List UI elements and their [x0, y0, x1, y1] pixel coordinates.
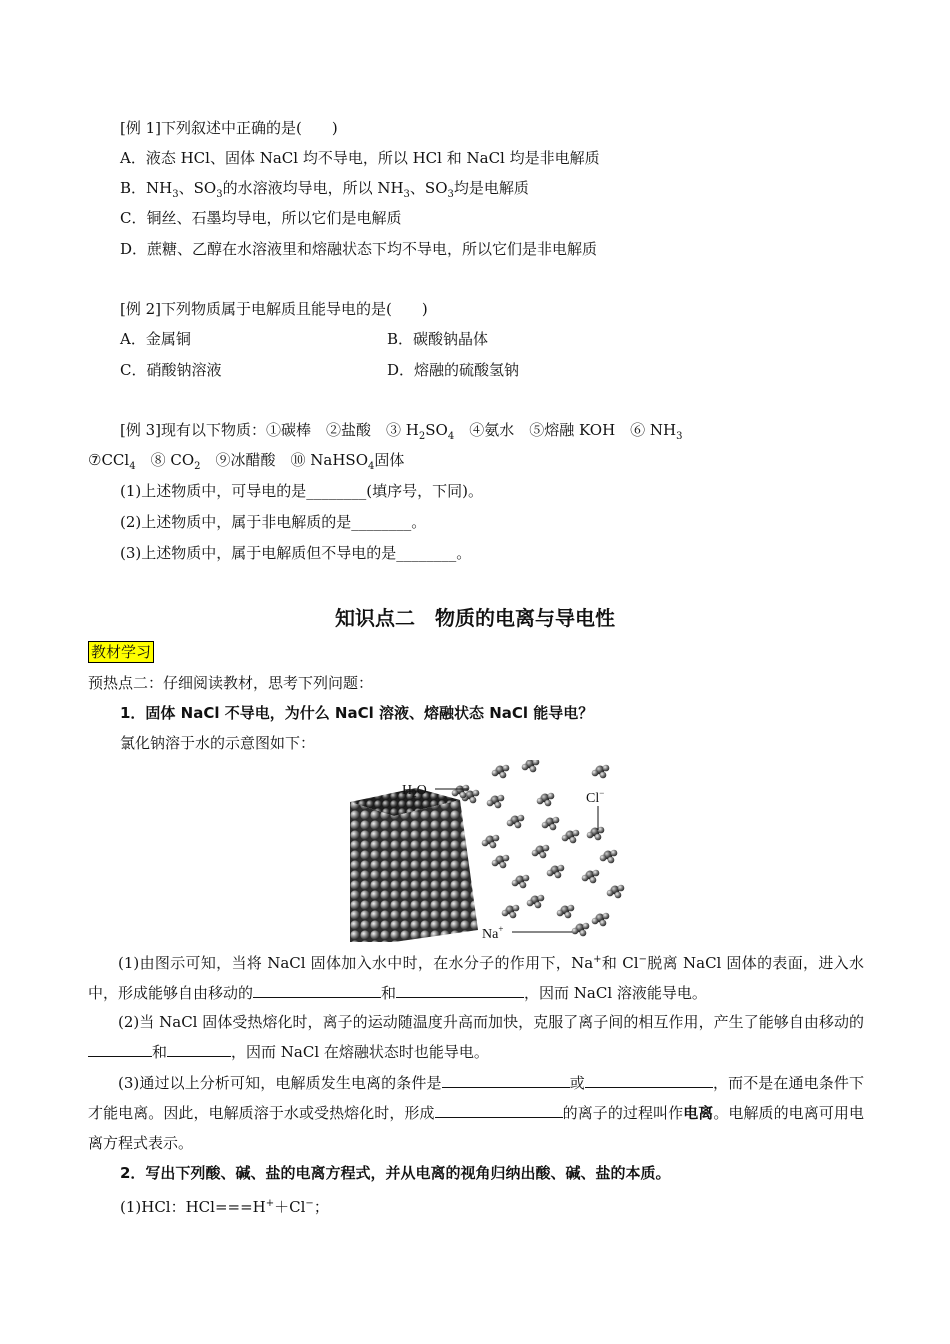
blank[interactable] — [167, 1042, 231, 1057]
atom — [535, 902, 542, 909]
paragraph-2: (2)当 NaCl 固体受热熔化时，离子的运动随温度升高而加快，克服了离子间的相互作用，产生了能够自由移动的和 ，因而 NaCl 在熔融状态时也能导电。 — [88, 1007, 864, 1067]
water-molecule-cluster — [492, 765, 510, 779]
atom — [545, 800, 552, 807]
na-ion-label: Na+ — [482, 924, 504, 942]
atom — [530, 766, 537, 773]
atom — [487, 800, 494, 807]
atom — [500, 862, 507, 869]
h2o-label: $H_2O$ — [402, 783, 427, 799]
atom — [603, 913, 610, 920]
atom — [498, 795, 505, 802]
blank[interactable] — [88, 1042, 152, 1057]
atom — [522, 764, 529, 771]
blank[interactable] — [396, 983, 524, 998]
paragraph-3: (3)通过以上分析可知，电解质发生电离的条件是 或 ，而不是在通电条件下才能电离。因此，电解质溶于水或受热熔化时，形成 的离子的过程叫作电离。电解质的电离可用电离方程式表示。 — [88, 1074, 864, 1152]
water-molecule-cluster — [592, 765, 610, 779]
water-molecule-cluster — [522, 760, 540, 772]
example-3-line-2: ⑦CCl$_4$ ⑧ $CO_2$ ⑨冰醋酸 ⑩ NaHSO$_4$固体 — [88, 451, 405, 472]
atom — [527, 900, 534, 907]
atom — [603, 765, 610, 772]
water-molecule-cluster — [487, 795, 505, 809]
atom — [615, 892, 622, 899]
example-1-option-d: D．蔗糖、乙醇在水溶液里和熔融状态下均不导电，所以它们是非电解质 — [120, 240, 598, 258]
atom — [507, 820, 514, 827]
atom — [515, 822, 522, 829]
atom — [538, 895, 545, 902]
atom — [611, 850, 618, 857]
blank[interactable] — [585, 1073, 713, 1088]
water-molecule-cluster — [507, 815, 525, 829]
crystal-front-face — [350, 802, 394, 942]
atom — [555, 872, 562, 879]
atom — [540, 852, 547, 859]
atom — [523, 875, 530, 882]
water-molecule-cluster — [502, 905, 520, 919]
example-1-option-c: C．铜丝、石墨均导电，所以它们是电解质 — [120, 209, 402, 227]
atom — [587, 832, 594, 839]
atom — [492, 860, 499, 867]
atom — [568, 905, 575, 912]
example-2-option-b: B．碳酸钠晶体 — [387, 330, 489, 348]
atom — [503, 855, 510, 862]
nacl-dissolution-illustration — [350, 760, 635, 942]
question-1-title: 1．固体 NaCl 不导电，为什么 NaCl 溶液、熔融状态 NaCl 能导电？ — [120, 704, 594, 722]
example-2-stem: [例 2]下列物质属于电解质且能导电的是( ) — [120, 300, 428, 318]
example-2-option-d: D．熔融的硫酸氢钠 — [387, 361, 520, 379]
paragraph-1: (1)由图示可知，当将 NaCl 固体加入水中时，在水分子的作用下，Na+和 Cl−脱离 NaCl 固体的表面，进入水中，形成能够自由移动的 和 ，因而 NaCl 溶液能导电。 — [88, 954, 864, 1002]
water-molecule-cluster — [557, 905, 575, 919]
textbook-study-tag: 教材学习 — [88, 641, 154, 663]
crystal-side-face — [394, 800, 478, 942]
example-3-question-2: (2)上述物质中，属于非电解质的是________。 — [120, 513, 427, 531]
section-title: 知识点二 物质的电离与导电性 — [335, 606, 615, 630]
atom — [582, 875, 589, 882]
blank[interactable] — [435, 1103, 563, 1118]
atom — [513, 905, 520, 912]
atom — [547, 870, 554, 877]
atom — [503, 765, 510, 772]
atom — [537, 798, 544, 805]
question-2-title: 2．写出下列酸、碱、盐的电离方程式，并从电离的视角归纳出酸、碱、盐的本质。 — [120, 1164, 671, 1182]
water-molecule-cluster — [512, 875, 530, 889]
atom — [562, 835, 569, 842]
atom — [600, 772, 607, 779]
blank[interactable] — [253, 983, 381, 998]
example-2-option-c: C．硝酸钠溶液 — [120, 361, 222, 379]
water-molecule-cluster — [562, 830, 580, 844]
atom — [542, 822, 549, 829]
atom — [490, 842, 497, 849]
atom — [557, 910, 564, 917]
water-molecule-cluster — [527, 895, 545, 909]
example-2-option-a: A．金属铜 — [120, 330, 191, 348]
atom — [553, 817, 560, 824]
atom — [452, 790, 459, 797]
atom — [598, 827, 605, 834]
atom — [592, 918, 599, 925]
water-molecule-cluster — [542, 817, 560, 831]
atom — [473, 790, 480, 797]
atom — [592, 770, 599, 777]
water-molecule-cluster — [537, 793, 555, 807]
water-molecule-cluster — [547, 865, 565, 879]
example-1-option-a: A．液态 HCl、固体 NaCl 均不导电，所以 HCl 和 NaCl 均是非电解质 — [120, 149, 600, 167]
example-3-question-1: (1)上述物质中，可导电的是________(填序号，下同)。 — [120, 482, 483, 500]
atom — [572, 928, 579, 935]
atom — [500, 772, 507, 779]
water-molecule-cluster — [492, 855, 510, 869]
example-3-line-1: [例 3]现有以下物质：①碳棒 ②盐酸 ③ $H_2SO_4$ ④氨水 ⑤熔融 KOH ⑥ $NH_3$ — [120, 421, 683, 442]
atom — [463, 785, 470, 792]
atom — [493, 835, 500, 842]
atom — [593, 870, 600, 877]
atom — [600, 920, 607, 927]
atom — [543, 845, 550, 852]
water-molecule-cluster — [582, 870, 600, 884]
example-1-option-b: B．$NH_3$、$SO_3$的水溶液均导电，所以 $NH_3$、$SO_3$均是电解质 — [120, 179, 529, 200]
atom — [520, 882, 527, 889]
atom — [512, 880, 519, 887]
atom — [470, 797, 477, 804]
water-molecule-cluster — [587, 827, 605, 841]
atom — [580, 930, 587, 937]
atom — [583, 923, 590, 930]
atom — [548, 793, 555, 800]
cl-ion-label: Cl− — [586, 788, 605, 806]
atom — [573, 830, 580, 837]
atom — [482, 840, 489, 847]
water-molecule-cluster — [482, 835, 500, 849]
atom — [510, 912, 517, 919]
atom — [495, 802, 502, 809]
example-3-question-3: (3)上述物质中，属于电解质但不导电的是________。 — [120, 544, 472, 562]
atom — [608, 857, 615, 864]
preview-point: 预热点二：仔细阅读教材，思考下列问题： — [88, 674, 374, 692]
atom — [565, 912, 572, 919]
water-molecule-cluster — [532, 845, 550, 859]
water-molecule-cluster — [600, 850, 618, 864]
nacl-dissolution-figure — [350, 760, 635, 942]
hcl-ionization-equation: (1)HCl：HCl===H+＋Cl−； — [120, 1198, 329, 1216]
water-molecule-cluster — [592, 913, 610, 927]
hydrated-ions — [452, 760, 625, 936]
atom — [607, 890, 614, 897]
atom — [558, 865, 565, 872]
atom — [590, 877, 597, 884]
atom — [595, 834, 602, 841]
atom — [600, 855, 607, 862]
atom — [502, 910, 509, 917]
example-1-stem: [例 1]下列叙述中正确的是( ) — [120, 119, 338, 137]
figure-caption: 氯化钠溶于水的示意图如下： — [120, 734, 316, 752]
atom — [532, 850, 539, 857]
atom — [618, 885, 625, 892]
water-molecule-cluster — [572, 923, 590, 937]
atom — [460, 792, 467, 799]
atom — [518, 815, 525, 822]
water-molecule-cluster — [607, 885, 625, 899]
blank[interactable] — [442, 1073, 570, 1088]
atom — [492, 770, 499, 777]
atom — [570, 837, 577, 844]
atom — [550, 824, 557, 831]
